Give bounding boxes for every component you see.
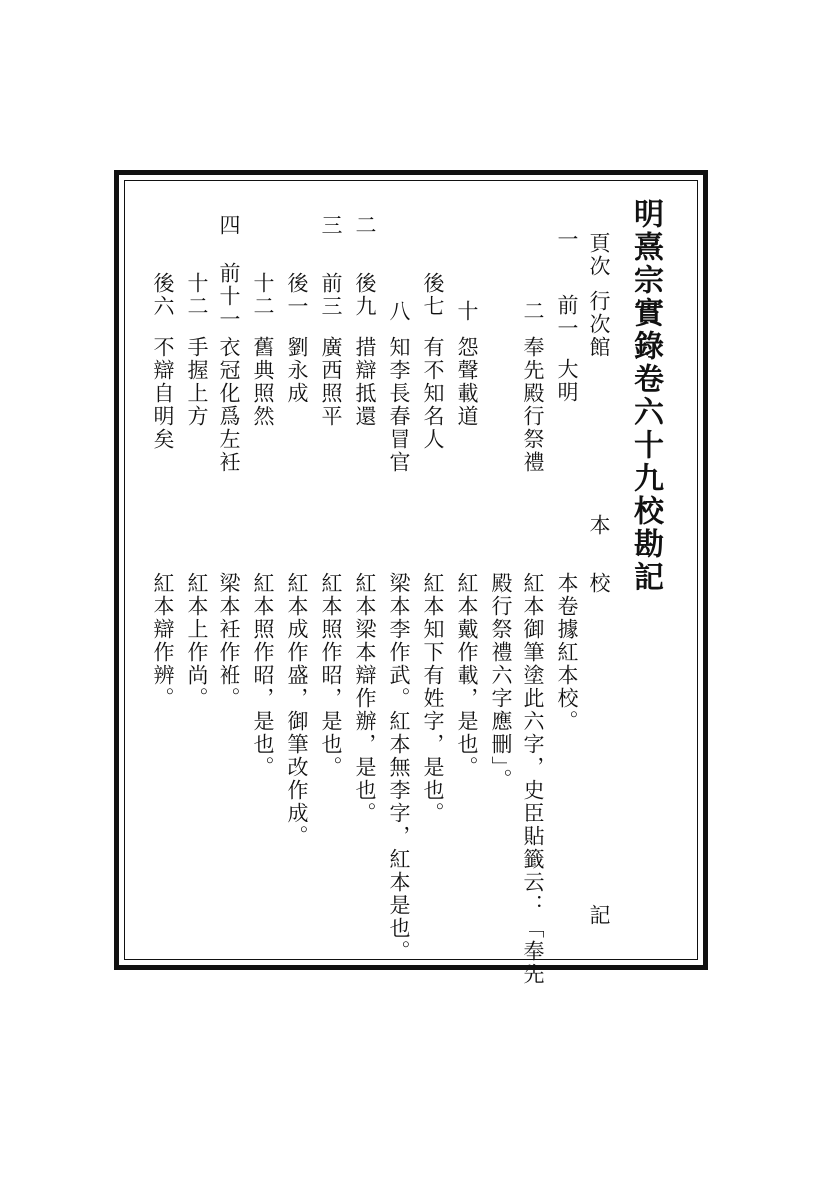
entry-note: 梁本衽作袵。 <box>217 572 241 710</box>
intro-note: 本卷據紅本校。 <box>555 572 579 733</box>
entry-source: 舊典照然 <box>251 336 275 428</box>
entry-line: 後九 <box>353 272 377 318</box>
entry-source: 不辯自明矣 <box>151 336 175 451</box>
entry-note: 紅本上作尚。 <box>185 572 209 710</box>
entry-line: 十 <box>455 300 479 323</box>
entry-source: 大明 <box>555 358 579 404</box>
entry-note: 紅本照作昭，是也。 <box>319 572 343 779</box>
entry-line: 後六 <box>151 272 175 318</box>
entry-source: 知李長春冒官 <box>387 336 411 474</box>
entry-source: 衣冠化爲左衽 <box>217 336 241 474</box>
entry-page: 四 <box>217 214 241 237</box>
page-border-inner <box>124 180 698 960</box>
header-source-label-2: 本 <box>587 514 611 537</box>
entry-page: 二 <box>353 214 377 237</box>
entry-line: 十二 <box>251 272 275 318</box>
entry-note: 紅本成作盛，御筆改作成。 <box>285 572 309 848</box>
entry-note: 紅本戴作載，是也。 <box>455 572 479 779</box>
entry-line: 前十一 <box>217 262 241 331</box>
entry-line: 二 <box>521 300 545 323</box>
entry-source: 手握上方 <box>185 336 209 428</box>
entry-line: 前三 <box>319 272 343 318</box>
entry-page: 三 <box>319 214 343 237</box>
entry-note: 紅本梁本辯作辦，是也。 <box>353 572 377 825</box>
header-collation-label: 校 <box>587 572 611 595</box>
entry-source: 有不知名人 <box>421 336 445 451</box>
entry-source: 奉先殿行祭禮 <box>521 336 545 474</box>
entry-line: 十二 <box>185 272 209 318</box>
header-page-label: 頁次 <box>587 232 611 278</box>
header-source-label: 館 <box>587 336 611 359</box>
entry-line: 後七 <box>421 272 445 318</box>
entry-page: 一 <box>555 228 579 251</box>
entry-source: 措辯抵還 <box>353 336 377 428</box>
entry-source: 怨聲載道 <box>455 336 479 428</box>
entry-note: 紅本知下有姓字，是也。 <box>421 572 445 825</box>
page-title: 明熹宗實錄卷六十九校勘記 <box>628 198 663 594</box>
entry-line: 後一 <box>285 272 309 318</box>
entry-line: 八 <box>387 300 411 323</box>
entry-note: 梁本李作武。紅本無李字，紅本是也。 <box>387 572 411 963</box>
header-notes-label: 記 <box>587 904 611 927</box>
entry-note: 紅本照作昭，是也。 <box>251 572 275 779</box>
entry-source: 廣西照平 <box>319 336 343 428</box>
entry-note: 紅本御筆塗此六字，史臣貼籤云：「奉先 <box>521 572 545 986</box>
entry-source: 劉永成 <box>285 336 309 405</box>
entry-note-continued: 殿行祭禮六字應刪」。 <box>489 572 513 792</box>
entry-note: 紅本辯作辨。 <box>151 572 175 710</box>
header-line-label: 行次 <box>587 290 611 336</box>
entry-line: 前一 <box>555 294 579 340</box>
